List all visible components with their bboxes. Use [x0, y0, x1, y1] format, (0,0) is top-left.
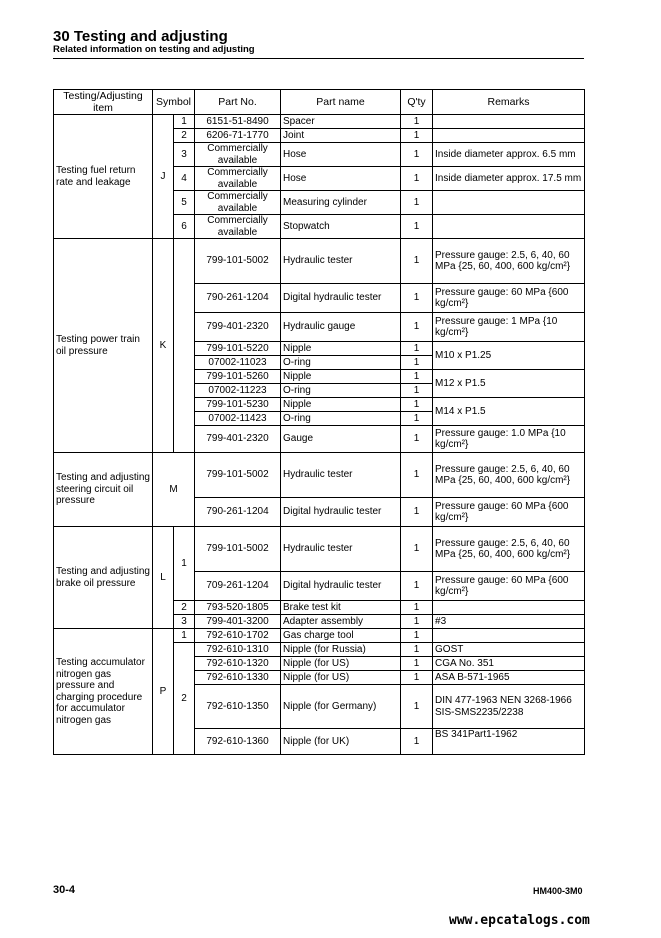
remarks-cell: Pressure gauge: 60 MPa {600 kg/cm²} — [433, 284, 585, 313]
col-header-part-no: Part No. — [195, 90, 281, 115]
qty-cell: 1 — [401, 572, 433, 601]
part-no-cell: 792-610-1320 — [195, 657, 281, 671]
no-cell: 3 — [174, 615, 195, 629]
header-divider — [53, 58, 584, 59]
part-no-cell: 792-610-1360 — [195, 729, 281, 755]
qty-cell: 1 — [401, 239, 433, 284]
remarks-cell — [433, 115, 585, 129]
remarks-cell — [433, 215, 585, 239]
part-name-cell: Hydraulic tester — [281, 239, 401, 284]
part-name-cell: Hydraulic tester — [281, 453, 401, 498]
part-name-cell: O-ring — [281, 384, 401, 398]
part-name-cell: Nipple — [281, 398, 401, 412]
part-no-cell: 6206-71-1770 — [195, 129, 281, 143]
part-name-cell: Digital hydraulic tester — [281, 498, 401, 527]
table-row — [54, 115, 585, 129]
part-name-cell: Nipple — [281, 370, 401, 384]
qty-cell: 1 — [401, 356, 433, 370]
qty-cell: 1 — [401, 671, 433, 685]
part-name-cell: Gas charge tool — [281, 629, 401, 643]
symbol-cell: L — [153, 527, 174, 629]
qty-cell: 1 — [401, 643, 433, 657]
tools-table — [53, 89, 585, 755]
remarks-cell: BS 341Part1-1962 — [433, 729, 585, 755]
no-cell: 3 — [174, 143, 195, 167]
page-number: 30-4 — [53, 884, 76, 896]
remarks-cell: Pressure gauge: 1.0 MPa {10 kg/cm²} — [433, 426, 585, 453]
qty-cell: 1 — [401, 215, 433, 239]
part-no-cell: 07002-11223 — [195, 384, 281, 398]
qty-cell: 1 — [401, 284, 433, 313]
no-cell: 1 — [174, 629, 195, 643]
part-no-cell: 709-261-1204 — [195, 572, 281, 601]
qty-cell: 1 — [401, 527, 433, 572]
part-no-cell: Commercially available — [195, 167, 281, 191]
part-no-cell: 790-261-1204 — [195, 284, 281, 313]
qty-cell: 1 — [401, 167, 433, 191]
part-no-cell: Commercially available — [195, 215, 281, 239]
remarks-cell: GOST — [433, 643, 585, 657]
part-name-cell: O-ring — [281, 356, 401, 370]
qty-cell: 1 — [401, 129, 433, 143]
remarks-cell: Pressure gauge: 60 MPa {600 kg/cm²} — [433, 498, 585, 527]
remarks-cell: Inside diameter approx. 17.5 mm — [433, 167, 585, 191]
symbol-cell: J — [153, 115, 174, 239]
qty-cell: 1 — [401, 313, 433, 342]
part-no-cell: 792-610-1702 — [195, 629, 281, 643]
qty-cell: 1 — [401, 191, 433, 215]
item-cell: Testing accumulator nitrogen gas pressure and charging procedure for accumulator nitrogen gas — [54, 629, 153, 755]
qty-cell: 1 — [401, 629, 433, 643]
qty-cell: 1 — [401, 426, 433, 453]
part-no-cell: 799-101-5260 — [195, 370, 281, 384]
no-cell: 5 — [174, 191, 195, 215]
part-no-cell: 799-401-2320 — [195, 426, 281, 453]
symbol-cell: K — [153, 239, 174, 453]
no-cell — [174, 239, 195, 453]
part-no-cell: 799-101-5002 — [195, 239, 281, 284]
part-no-cell: Commercially available — [195, 143, 281, 167]
part-name-cell: Stopwatch — [281, 215, 401, 239]
part-name-cell: Measuring cylinder — [281, 191, 401, 215]
section-title: 30 Testing and adjusting — [53, 28, 228, 45]
item-cell: Testing fuel return rate and leakage — [54, 115, 153, 239]
qty-cell: 1 — [401, 657, 433, 671]
remarks-cell: Pressure gauge: 2.5, 6, 40, 60 MPa {25, 60, 400, 600 kg/cm²} — [433, 527, 585, 572]
no-cell: 1 — [174, 115, 195, 129]
qty-cell: 1 — [401, 412, 433, 426]
no-cell: 1 — [174, 527, 195, 601]
qty-cell: 1 — [401, 615, 433, 629]
part-no-cell: 799-401-3200 — [195, 615, 281, 629]
item-cell: Testing and adjusting steering circuit oil pressure — [54, 453, 153, 527]
col-header-remarks: Remarks — [433, 90, 585, 115]
part-no-cell: 792-610-1330 — [195, 671, 281, 685]
qty-cell: 1 — [401, 685, 433, 729]
item-cell: Testing and adjusting brake oil pressure — [54, 527, 153, 629]
col-header-item: Testing/Adjusting item — [54, 90, 153, 115]
part-no-cell: 799-101-5002 — [195, 527, 281, 572]
qty-cell: 1 — [401, 601, 433, 615]
part-name-cell: Brake test kit — [281, 601, 401, 615]
no-cell: 4 — [174, 167, 195, 191]
qty-cell: 1 — [401, 729, 433, 755]
part-no-cell: 799-101-5220 — [195, 342, 281, 356]
part-name-cell: Nipple (for US) — [281, 657, 401, 671]
qty-cell: 1 — [401, 370, 433, 384]
qty-cell: 1 — [401, 498, 433, 527]
table-row — [54, 453, 585, 498]
remarks-cell: #3 — [433, 615, 585, 629]
part-name-cell: Digital hydraulic tester — [281, 572, 401, 601]
remarks-cell: Pressure gauge: 2.5, 6, 40, 60 MPa {25, 60, 400, 600 kg/cm²} — [433, 453, 585, 498]
no-cell: 6 — [174, 215, 195, 239]
part-name-cell: Spacer — [281, 115, 401, 129]
part-name-cell: Hose — [281, 167, 401, 191]
part-name-cell: Hydraulic gauge — [281, 313, 401, 342]
watermark-url: www.epcatalogs.com — [449, 913, 590, 928]
remarks-cell: Pressure gauge: 1 MPa {10 kg/cm²} — [433, 313, 585, 342]
part-no-cell: 07002-11023 — [195, 356, 281, 370]
symbol-cell: P — [153, 629, 174, 755]
table-row — [54, 527, 585, 572]
no-cell: 2 — [174, 129, 195, 143]
remarks-cell: Pressure gauge: 60 MPa {600 kg/cm²} — [433, 572, 585, 601]
col-header-symbol: Symbol — [153, 90, 195, 115]
qty-cell: 1 — [401, 398, 433, 412]
part-name-cell: Digital hydraulic tester — [281, 284, 401, 313]
part-no-cell: 792-610-1350 — [195, 685, 281, 729]
part-name-cell: Hose — [281, 143, 401, 167]
qty-cell: 1 — [401, 143, 433, 167]
qty-cell: 1 — [401, 384, 433, 398]
remarks-cell: M10 x P1.25 — [433, 342, 585, 370]
remarks-cell: Inside diameter approx. 6.5 mm — [433, 143, 585, 167]
qty-cell: 1 — [401, 453, 433, 498]
part-no-cell: 793-520-1805 — [195, 601, 281, 615]
remarks-cell: DIN 477-1963 NEN 3268-1966 SIS-SMS2235/2238 — [433, 685, 585, 729]
part-no-cell: 07002-11423 — [195, 412, 281, 426]
part-name-cell: Joint — [281, 129, 401, 143]
part-name-cell: Nipple (for US) — [281, 671, 401, 685]
part-no-cell: 799-101-5230 — [195, 398, 281, 412]
part-name-cell: Gauge — [281, 426, 401, 453]
part-name-cell: Hydraulic tester — [281, 527, 401, 572]
remarks-cell — [433, 629, 585, 643]
part-no-cell: 6151-51-8490 — [195, 115, 281, 129]
part-name-cell: Nipple (for Russia) — [281, 643, 401, 657]
remarks-cell: Pressure gauge: 2.5, 6, 40, 60 MPa {25, 60, 400, 600 kg/cm²} — [433, 239, 585, 284]
qty-cell: 1 — [401, 115, 433, 129]
section-subtitle: Related information on testing and adjusting — [53, 44, 255, 55]
part-no-cell: 799-101-5002 — [195, 453, 281, 498]
remarks-cell: ASA B-571-1965 — [433, 671, 585, 685]
remarks-cell: M14 x P1.5 — [433, 398, 585, 426]
part-no-cell: Commercially available — [195, 191, 281, 215]
part-name-cell: O-ring — [281, 412, 401, 426]
symbol-cell: M — [153, 453, 195, 527]
qty-cell: 1 — [401, 342, 433, 356]
table-header-row — [54, 90, 585, 115]
col-header-part-name: Part name — [281, 90, 401, 115]
table-row — [54, 629, 585, 643]
part-name-cell: Nipple — [281, 342, 401, 356]
item-cell: Testing power train oil pressure — [54, 239, 153, 453]
remarks-cell: CGA No. 351 — [433, 657, 585, 671]
remarks-cell — [433, 191, 585, 215]
part-name-cell: Nipple (for Germany) — [281, 685, 401, 729]
no-cell: 2 — [174, 601, 195, 615]
part-no-cell: 792-610-1310 — [195, 643, 281, 657]
part-name-cell: Nipple (for UK) — [281, 729, 401, 755]
no-cell: 2 — [174, 643, 195, 755]
remarks-cell: M12 x P1.5 — [433, 370, 585, 398]
model-code: HM400-3M0 — [533, 886, 583, 896]
part-no-cell: 799-401-2320 — [195, 313, 281, 342]
part-no-cell: 790-261-1204 — [195, 498, 281, 527]
col-header-qty: Q'ty — [401, 90, 433, 115]
remarks-cell — [433, 601, 585, 615]
remarks-cell — [433, 129, 585, 143]
part-name-cell: Adapter assembly — [281, 615, 401, 629]
table-row — [54, 239, 585, 284]
